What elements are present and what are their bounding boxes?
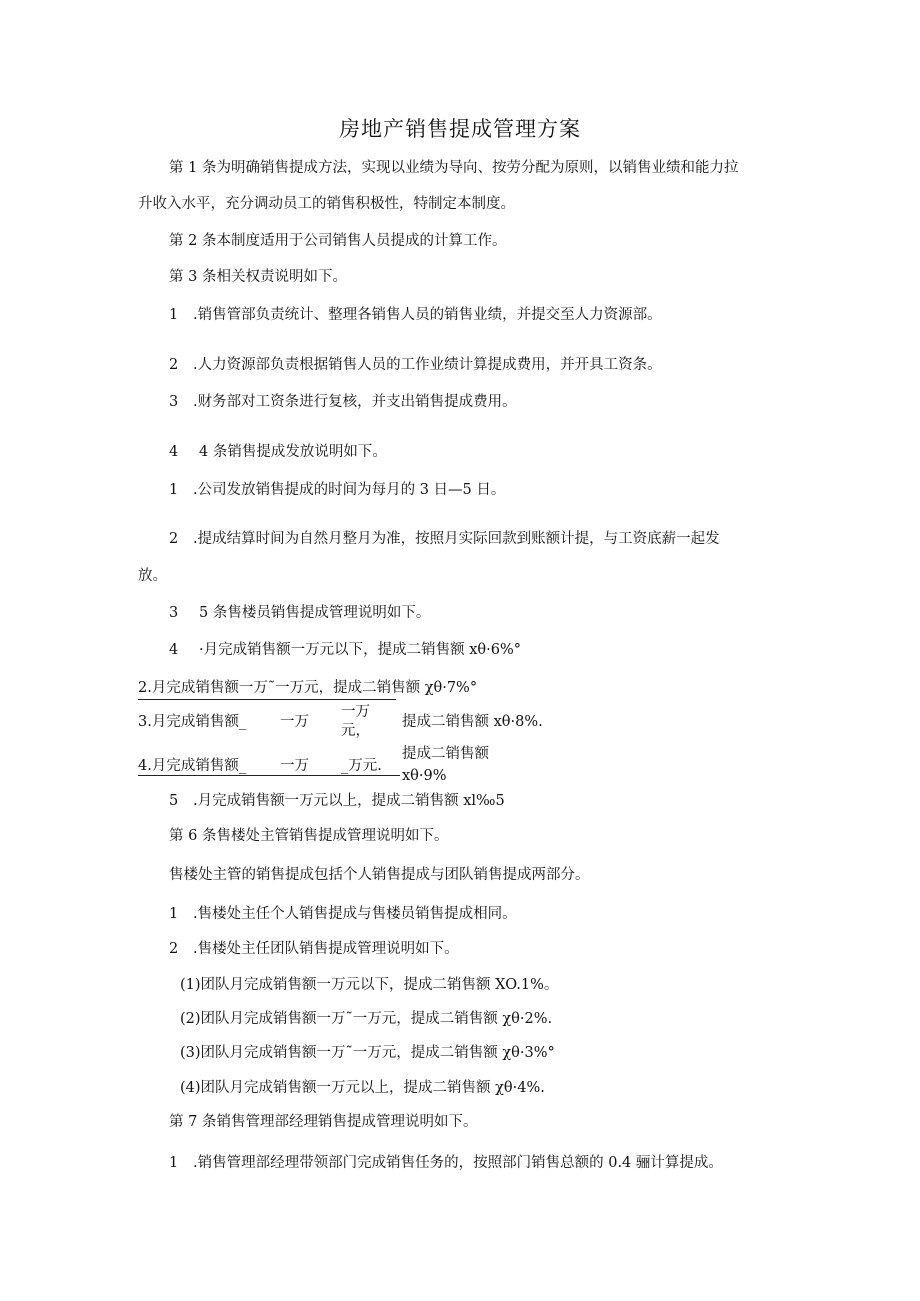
article-5-item-3-mid: 一万 <box>280 714 309 730</box>
item-number: 2 <box>169 941 179 957</box>
article-7: 第 7 条销售管理部经理销售提成管理说明如下。 <box>169 1114 478 1130</box>
article-3-item-3 <box>169 392 517 412</box>
article-5-item-3-cell-2: 元， <box>341 723 370 739</box>
item-text: .公司发放销售提成的时间为每月的 3 日—5 日。 <box>193 482 506 498</box>
item-number: 1 <box>169 1155 179 1171</box>
article-6-sub-2: (2)团队月完成销售额一万˜一万元，提成二销售额 χθ·2%. <box>180 1011 553 1027</box>
article-5-item-4-end-2: xθ·9% <box>402 768 447 784</box>
item-text: 5 条售楼员销售提成管理说明如下。 <box>199 605 431 621</box>
underline-rule <box>138 775 400 776</box>
article-5-item-2: 2.月完成销售额一万˜一万元，提成二销售额 χθ·7%° <box>138 680 478 696</box>
item-text: .人力资源部负责根据销售人员的工作业绩计算提成费用，并开具工资条。 <box>193 357 662 373</box>
article-6-item-2 <box>169 939 459 959</box>
item-text: .销售管部负责统计、整理各销售人员的销售业绩，并提交至人力资源部。 <box>193 307 662 323</box>
article-6-sub-3: (3)团队月完成销售额一万˜一万元，提成二销售额 χθ·3%° <box>180 1045 555 1061</box>
item-text: .财务部对工资条进行复核，并支出销售提成费用。 <box>193 394 517 410</box>
item-text: ·月完成销售额一万元以下，提成二销售额 xθ·6%° <box>199 642 521 658</box>
item-number: 4 <box>169 642 179 658</box>
item-number: 2 <box>169 357 179 373</box>
article-5-item-3-end: 提成二销售额 xθ·8%. <box>402 714 543 730</box>
article-5-item-1 <box>169 640 521 660</box>
article-5-item-5 <box>169 791 505 811</box>
item-number: 1 <box>169 307 179 323</box>
item-number: 4 <box>169 444 179 460</box>
item-number: 2 <box>169 531 179 547</box>
item-number: 3 <box>169 605 179 621</box>
article-4 <box>169 442 387 462</box>
article-4-item-1 <box>169 480 505 500</box>
article-3-item-2 <box>169 355 662 375</box>
article-5-item-4-start: 4.月完成销售额_ <box>138 758 247 774</box>
item-number: 1 <box>169 482 179 498</box>
article-4-item-2-line-2: 放。 <box>138 568 167 584</box>
document-title: 房地产销售提成管理方案 <box>339 117 581 141</box>
item-text: .销售管理部经理带领部门完成销售任务的，按照部门销售总额的 0.4 骊计算提成。 <box>193 1155 723 1171</box>
article-3-item-1 <box>169 305 662 325</box>
item-number: 3 <box>169 394 179 410</box>
article-5-item-4-end-1: 提成二销售额 <box>402 746 489 762</box>
item-number: 5 <box>169 793 179 809</box>
item-number: 1 <box>169 906 179 922</box>
item-text: 4 条销售提成发放说明如下。 <box>199 444 387 460</box>
article-6-sub-4: (4)团队月完成销售额一万元以上，提成二销售额 χθ·4%. <box>180 1080 545 1096</box>
article-6-item-1 <box>169 904 517 924</box>
article-1-line-1: 第 1 条为明确销售提成方法，实现以业绩为导向、按劳分配为原则，以销售业绩和能力拉 <box>169 160 739 176</box>
article-5-item-4-mid: 一万 <box>280 758 309 774</box>
article-3: 第 3 条相关权责说明如下。 <box>169 269 347 285</box>
article-2: 第 2 条本制度适用于公司销售人员提成的计算工作。 <box>169 233 507 249</box>
article-6: 第 6 条售楼处主管销售提成管理说明如下。 <box>169 828 449 844</box>
article-5-item-4-cell: _万元. <box>341 758 382 774</box>
article-6-intro: 售楼处主管的销售提成包括个人销售提成与团队销售提成两部分。 <box>169 867 590 883</box>
item-text: .售楼处主任团队销售提成管理说明如下。 <box>193 941 459 957</box>
article-1-line-2: 升收入水平，充分调动员工的销售积极性，特制定本制度。 <box>138 196 515 212</box>
article-5 <box>169 603 430 623</box>
item-text: .售楼处主任个人销售提成与售楼员销售提成相同。 <box>193 906 517 922</box>
article-7-item-1 <box>169 1153 723 1173</box>
article-5-item-3-cell-1: 一万 <box>341 704 370 720</box>
article-5-item-3-start: 3.月完成销售额_ <box>138 714 247 730</box>
item-text: .提成结算时间为自然月整月为准，按照月实际回款到账额计提，与工资底薪一起发 <box>193 531 720 547</box>
underline-rule <box>138 699 396 700</box>
item-text: .月完成销售额一万元以上，提成二销售额 xl‰5 <box>193 793 505 809</box>
article-4-item-2-line-1 <box>169 529 720 549</box>
article-6-sub-1: (1)团队月完成销售额一万元以下，提成二销售额 XO.1%。 <box>180 977 559 993</box>
